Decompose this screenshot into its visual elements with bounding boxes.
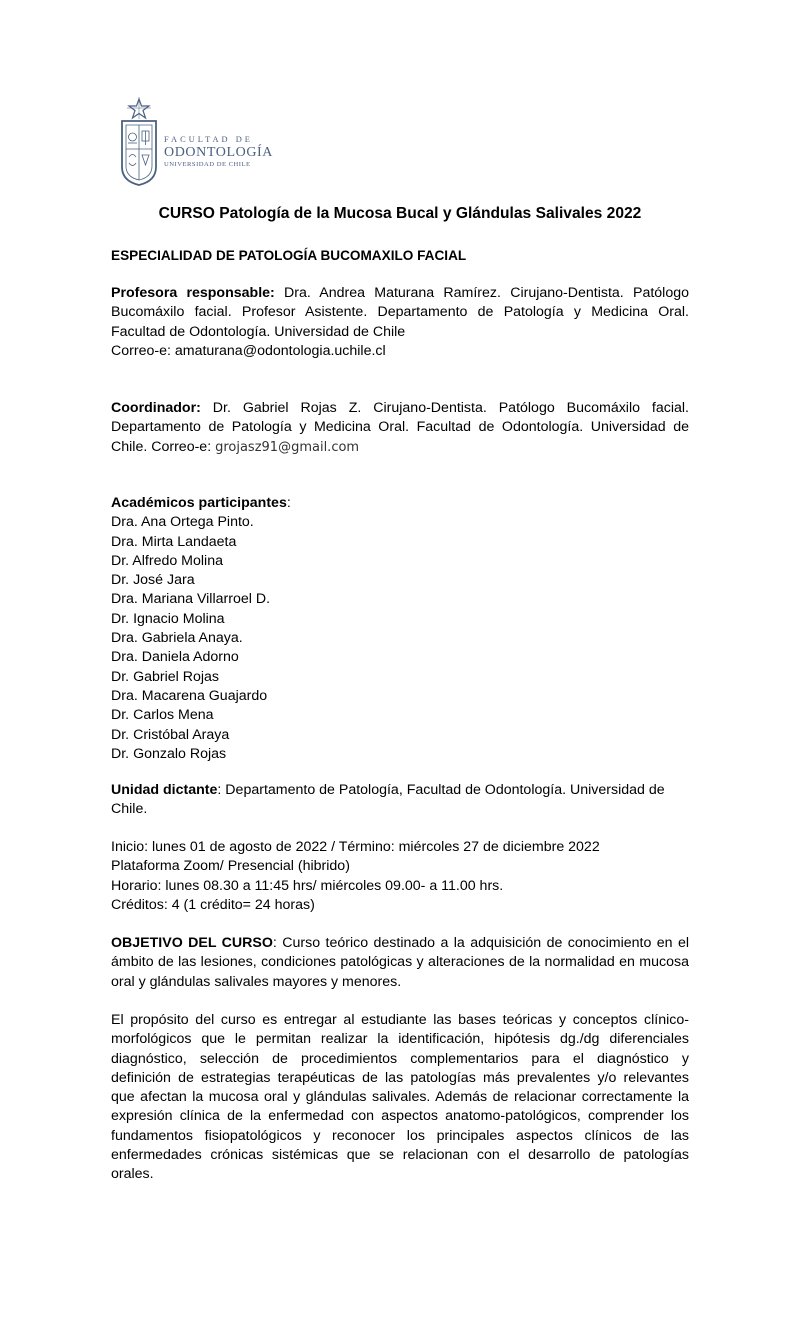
purpose-line: expresión clínica de la enfermedad con aspectos anatomo-patológicos, comprender los (111, 1108, 689, 1125)
objective-line3: oral y glándulas salivales mayores y menores. (111, 973, 402, 990)
faculty-logo (117, 97, 277, 189)
coordinator-line1: Dr. Gabriel Rojas Z. Cirujano-Dentista. Patólogo Bucomáxilo facial. (212, 400, 689, 416)
responsible-line1: Dra. Andrea Maturana Ramírez. Cirujano-Dentista. Patólogo (284, 285, 689, 301)
coordinator-label: Coordinador: (111, 400, 201, 416)
logo-line-faculty: FACULTAD DE (164, 135, 253, 144)
academic-name: Dr. José Jara (111, 572, 195, 589)
unit-line1: : Departamento de Patología, Facultad de Odontología. Universidad de (217, 782, 665, 798)
objective-line1: : Curso teórico destinado a la adquisición de conocimiento en el (272, 935, 690, 951)
responsible-label: Profesora responsable: (111, 285, 275, 301)
coordinator-line3: Chile. Correo-e: (111, 438, 212, 455)
academics-section (111, 494, 689, 764)
coordinator-line2: Departamento de Patología y Medicina Oral. Facultad de Odontología. Universidad de (111, 419, 689, 436)
schedule-hours: Horario: lunes 08.30 a 11:45 hrs/ miércoles 09.00- a 11.00 hrs. (111, 877, 504, 894)
unit-label: Unidad dictante (111, 782, 218, 798)
academic-name: Dra. Macarena Guajardo (111, 687, 268, 704)
academics-colon: : (286, 495, 291, 511)
academic-name: Dr. Alfredo Molina (111, 552, 223, 569)
responsible-section (111, 284, 689, 361)
purpose-line: diagnóstico, selección de procedimientos complementarios para el diagnóstico y (111, 1050, 689, 1067)
purpose-line: fundamentos fisiopatológicos y reconocer los principales aspectos clínicos de las (111, 1127, 689, 1144)
academic-name: Dra. Daniela Adorno (111, 649, 239, 666)
objective-label: OBJETIVO DEL CURSO (111, 935, 273, 951)
purpose-line: El propósito del curso es entregar al estudiante las bases teóricas y conceptos clínico- (111, 1012, 689, 1028)
schedule-dates: Inicio: lunes 01 de agosto de 2022 / Término: miércoles 27 de diciembre 2022 (111, 839, 600, 855)
schedule-credits: Créditos: 4 (1 crédito= 24 horas) (111, 896, 315, 913)
objective-line2: ámbito de las lesiones, condiciones patológicas y alteraciones de la normalidad en mucosa (111, 954, 689, 971)
academic-name: Dra. Mariana Villarroel D. (111, 591, 271, 608)
purpose-line: que afectan la mucosa oral y glándulas salivales. Además de relacionar correctamente la (111, 1089, 689, 1106)
responsible-email: Correo-e: amaturana@odontologia.uchile.cl (111, 342, 386, 359)
purpose-line: enfermedades crónicas sistémicas que se relacionan con el desarrollo de patologías (111, 1147, 689, 1164)
responsible-line3: Facultad de Odontología. Universidad de Chile (111, 323, 406, 340)
purpose-line: orales. (111, 1166, 154, 1183)
academic-name: Dra. Gabriela Anaya. (111, 630, 243, 647)
purpose-line: definición de estrategias terapéuticas de las patologías más prevalentes y/o relevantes (111, 1069, 689, 1086)
academic-name: Dr. Gonzalo Rojas (111, 745, 227, 762)
coordinator-section (111, 399, 689, 457)
logo-line-odontologia: ODONTOLOGÍA (164, 145, 273, 160)
schedule-section (111, 838, 689, 915)
academic-name: Dra. Mirta Landaeta (111, 533, 237, 550)
page-title: CURSO Patología de la Mucosa Bucal y Glándulas Salivales 2022 (158, 205, 642, 222)
responsible-line2: Bucomáxilo facial. Profesor Asistente. Departamento de Patología y Medicina Oral. (111, 304, 689, 321)
specialty-heading: ESPECIALIDAD DE PATOLOGÍA BUCOMAXILO FACIAL (111, 248, 467, 263)
academic-name: Dra. Ana Ortega Pinto. (111, 514, 254, 531)
objective-section (111, 934, 689, 992)
schedule-platform: Plataforma Zoom/ Presencial (hibrido) (111, 858, 350, 875)
logo-line-university: UNIVERSIDAD DE CHILE (164, 161, 251, 168)
purpose-line: morfológicos que le permitan realizar la identificación, hipótesis dg./dg diferenciales (111, 1031, 689, 1048)
academic-name: Dr. Carlos Mena (111, 707, 214, 724)
academic-name: Dr. Cristóbal Araya (111, 726, 230, 743)
unit-section (111, 781, 689, 820)
coordinator-email: grojasz91@gmail.com (215, 439, 360, 455)
academic-name: Dr. Gabriel Rojas (111, 668, 220, 685)
unit-line2: Chile. (111, 801, 148, 818)
academic-name: Dr. Ignacio Molina (111, 610, 225, 627)
university-shield-icon (117, 97, 161, 189)
purpose-section (111, 1011, 689, 1185)
academics-label: Académicos participantes (111, 495, 287, 511)
